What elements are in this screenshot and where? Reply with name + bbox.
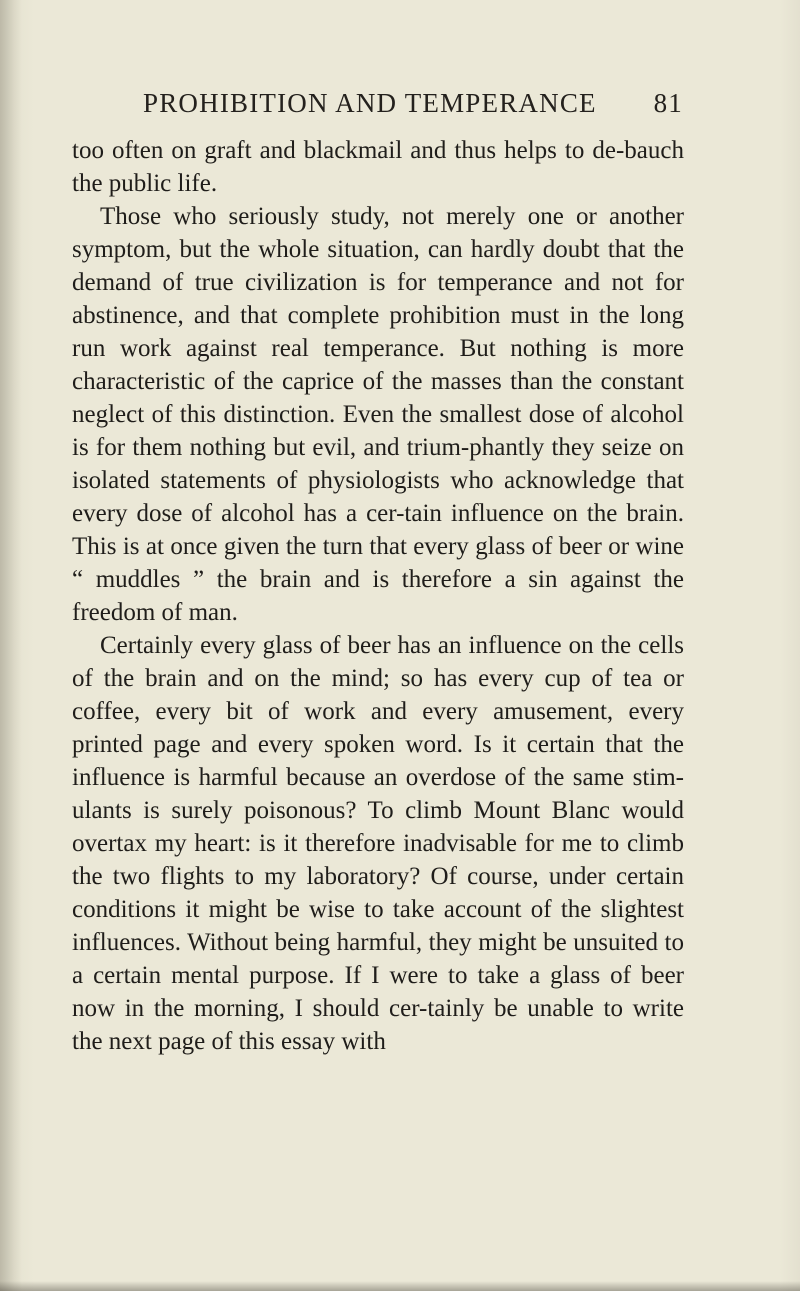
paragraph: Those who seriously study, not merely one or another symptom, but the whole situation, can hardly doubt that the demand of true civilization is for temperance and not for abstinence, and that complete prohibition must in the long run work against real temperance. But nothing is more characteristic of the caprice of the masses than the constant neglect of this distinction. Even the smallest dose of alcohol is for them nothing but evil, and trium-phantly they seize on isolated statements of physiologists who acknowledge that every dose of alcohol has a cer-tain influence on the brain. This is at once given the turn that every glass of beer or wine “ muddles ” the brain and is therefore a sin against the freedom of man. bbox=[72, 203, 684, 626]
running-head-title: PROHIBITION AND TEMPERANCE bbox=[143, 88, 597, 118]
running-head bbox=[143, 88, 683, 119]
spine-shadow bbox=[0, 0, 22, 1291]
paragraph: Certainly every glass of beer has an influence on the cells of the brain and on the mind; so has every cup of tea or coffee, every bit of work and every amusement, every printed page and every spoken word. Is it certain that the influence is harmful because an overdose of the same stim-ulants is surely poisonous? To climb Mount Blanc would overtax my heart: is it therefore inadvisable for me to climb the two flights to my laboratory? Of course, under certain conditions it might be wise to take account of the slightest influences. Without being harmful, they might be unsuited to a certain mental purpose. If I were to take a glass of beer now in the morning, I should cer-tainly be unable to write the next page of this essay with bbox=[72, 632, 684, 1055]
paragraph-continued: too often on graft and blackmail and thus helps to de-bauch the public life. bbox=[72, 137, 684, 197]
body-text bbox=[72, 134, 684, 1058]
page-number: 81 bbox=[653, 88, 683, 118]
page-bottom-edge bbox=[0, 1281, 800, 1291]
